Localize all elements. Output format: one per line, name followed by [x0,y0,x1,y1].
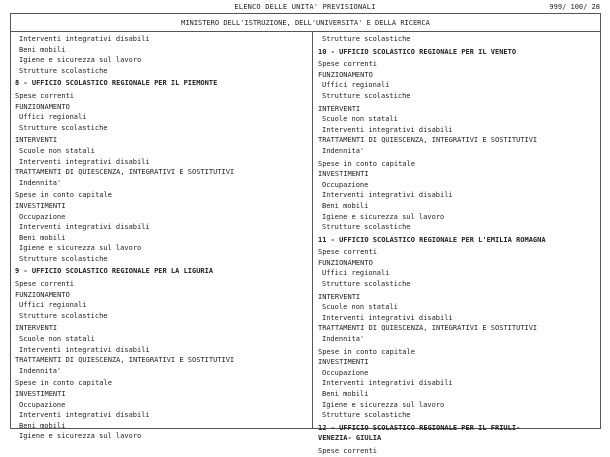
list-item: Spese in conto capitale [318,347,415,356]
list-item: Beni mobili [322,201,369,210]
list-item: Spese correnti [318,446,378,455]
list-item: INVESTIMENTI [15,390,66,398]
ministry-heading: MINISTERO DELL'ISTRUZIONE, DELL'UNIVERSITA' E DELLA RICERCA [11,14,600,32]
list-item: Strutture scolastiche [322,411,411,420]
document-code: 999/ 100/ 28 [549,3,600,11]
list-item: Interventi integrativi disabili [322,191,453,200]
page-frame [10,13,601,455]
list-item: Strutture scolastiche [322,223,411,232]
list-item: Igiene e sicurezza sul lavoro [322,212,445,221]
list-item: Interventi integrativi disabili [19,411,150,420]
list-item: Interventi integrativi disabili [19,35,150,43]
section-heading: 9 - UFFICIO SCOLASTICO REGIONALE PER LA LIGURIA [15,267,214,276]
list-item: INTERVENTI [15,324,58,333]
list-item: Strutture scolastiche [322,280,411,289]
list-item: Uffici regionali [19,301,87,310]
list-item: FUNZIONAMENTO [15,102,70,111]
list-item: Occupazione [322,180,369,189]
list-item: Interventi integrativi disabili [19,157,150,166]
list-item: Igiene e sicurezza sul lavoro [19,244,142,253]
list-item: FUNZIONAMENTO [318,258,373,267]
list-item: Indennita' [322,146,365,155]
list-item: TRATTAMENTI DI QUIESCENZA, INTEGRATIVI E SOSTITUTIVI [318,136,538,145]
list-item: TRATTAMENTI DI QUIESCENZA, INTEGRATIVI E SOSTITUTIVI [15,356,235,365]
list-item: Interventi integrativi disabili [322,125,453,134]
list-item: Spese correnti [318,248,378,257]
list-item: Uffici regionali [322,269,390,278]
list-item: Strutture scolastiche [322,35,411,43]
list-item: FUNZIONAMENTO [318,70,373,79]
list-item: FUNZIONAMENTO [15,290,70,299]
list-item: Strutture scolastiche [19,123,108,132]
section-heading: VENEZIA- GIULIA [318,434,382,443]
section-heading: 8 - UFFICIO SCOLASTICO REGIONALE PER IL PIEMONTE [15,79,218,88]
section-heading: 12 - UFFICIO SCOLASTICO REGIONALE PER IL FRIULI- [318,423,521,432]
document-title: ELENCO DELLE UNITA' PREVISIONALI [234,3,376,11]
list-item: Occupazione [322,368,369,377]
list-item: Interventi integrativi disabili [19,345,150,354]
list-item: Strutture scolastiche [322,91,411,100]
left-column [15,34,307,442]
list-item: Indennita' [19,366,62,375]
list-item: INVESTIMENTI [318,170,369,179]
list-item: TRATTAMENTI DI QUIESCENZA, INTEGRATIVI E SOSTITUTIVI [318,324,538,333]
list-item: Strutture scolastiche [19,66,108,75]
list-item: Occupazione [19,212,66,221]
list-item: Spese in conto capitale [15,379,112,388]
list-item: Occupazione [19,400,66,409]
list-item: Scuole non statali [322,303,398,312]
list-item: Indennita' [322,335,365,344]
list-item: Interventi integrativi disabili [322,313,453,322]
list-item: Indennita' [19,178,62,187]
list-item: Scuole non statali [322,115,398,124]
section-heading: 11 - UFFICIO SCOLASTICO REGIONALE PER L'EMILIA ROMAGNA [318,235,546,244]
list-item: INVESTIMENTI [15,201,66,210]
list-item: Spese in conto capitale [15,191,112,200]
list-item: Scuole non statali [19,146,95,155]
section-heading: 10 - UFFICIO SCOLASTICO REGIONALE PER IL VENETO [318,47,517,56]
list-item: INTERVENTI [318,104,361,113]
list-item: Uffici regionali [19,113,87,122]
right-column [318,34,610,457]
list-item: Spese in conto capitale [318,159,415,168]
list-item: Spese correnti [15,91,75,100]
list-item: Strutture scolastiche [19,254,108,263]
list-item: Strutture scolastiche [19,311,108,320]
list-item: TRATTAMENTI DI QUIESCENZA, INTEGRATIVI E SOSTITUTIVI [15,168,235,177]
list-item: INVESTIMENTI [318,358,369,367]
list-item: Scuole non statali [19,335,95,344]
column-divider [312,32,313,428]
list-item: INTERVENTI [15,136,58,145]
list-item: INTERVENTI [318,292,361,301]
list-item: Igiene e sicurezza sul lavoro [19,432,142,441]
list-item: Spese correnti [318,60,378,69]
list-item: Igiene e sicurezza sul lavoro [322,400,445,409]
list-item: Beni mobili [322,390,369,398]
list-item: Uffici regionali [322,81,390,90]
list-item: Igiene e sicurezza sul lavoro [19,56,142,65]
list-item: Interventi integrativi disabili [322,379,453,388]
list-item: Spese correnti [15,280,75,289]
list-item: Interventi integrativi disabili [19,223,150,232]
list-item: Beni mobili [19,421,66,430]
list-item: Beni mobili [19,45,66,54]
list-item: Beni mobili [19,233,66,242]
